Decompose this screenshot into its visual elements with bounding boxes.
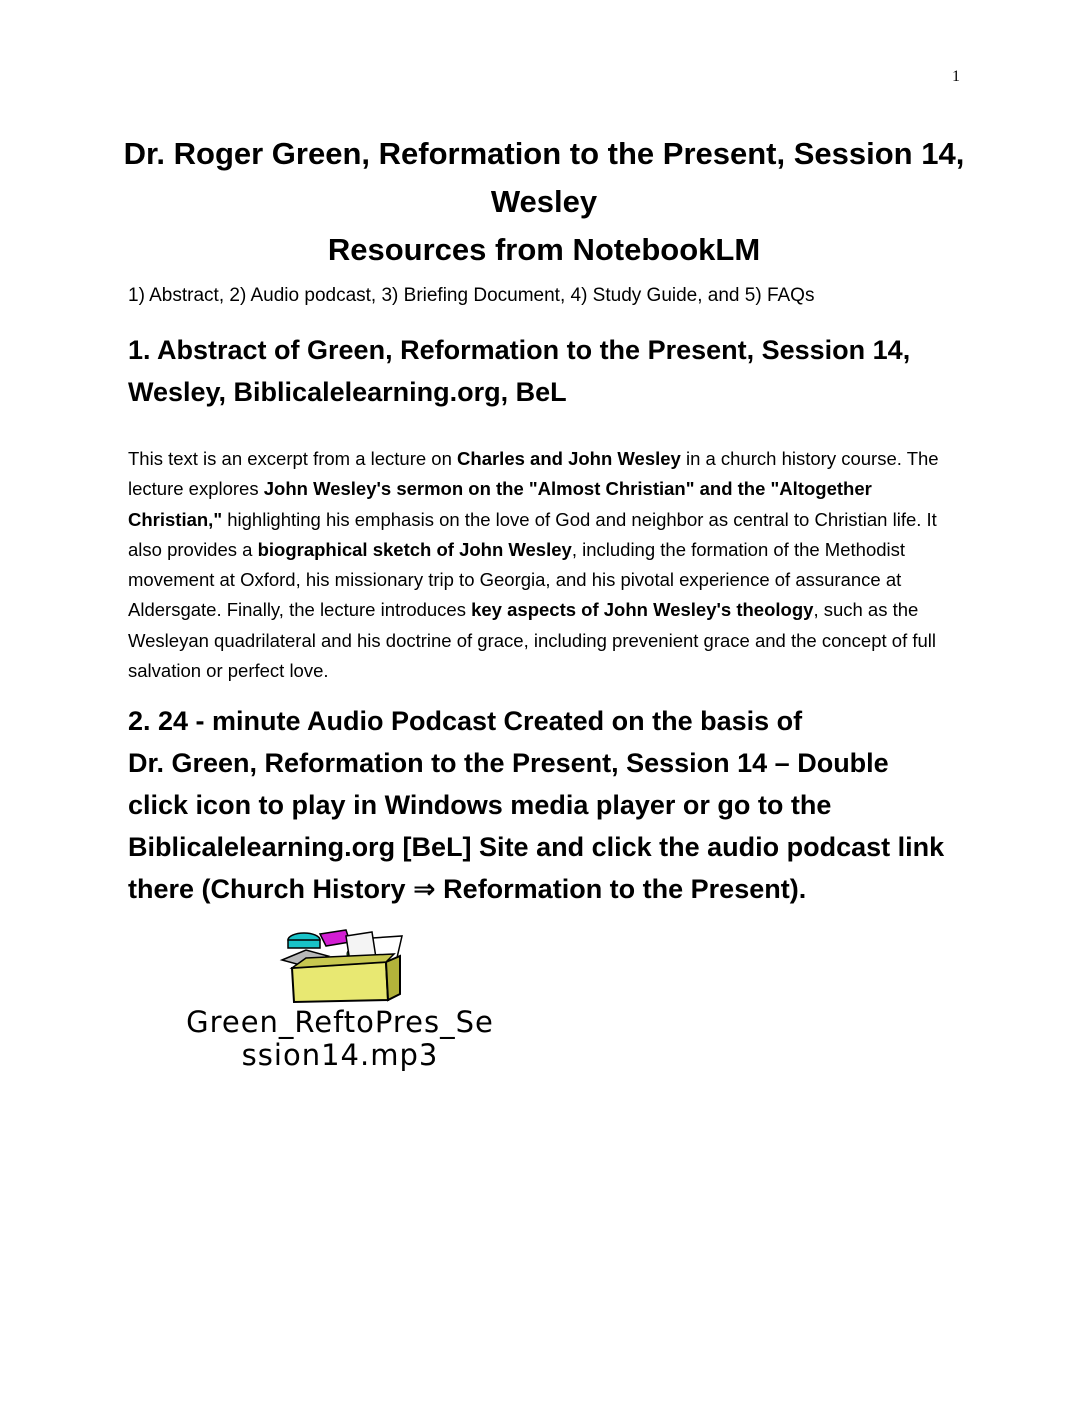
- section-1-heading-line-2: Wesley, Biblicalelearning.org, BeL: [128, 377, 567, 407]
- contents-line: 1) Abstract, 2) Audio podcast, 3) Briefing Document, 4) Study Guide, and 5) FAQs: [128, 285, 815, 306]
- attachment-caption-line-1: Green_ReftoPres_Se: [186, 1005, 494, 1039]
- abstract-bold: key aspects of John Wesley's theology: [471, 599, 814, 621]
- title-line-2: Wesley: [490, 184, 598, 219]
- attachment-caption[interactable]: [124, 1006, 556, 1072]
- section-2-line-5-start: there (Church History: [128, 874, 414, 904]
- section-2-line-5-end: Reformation to the Present).: [435, 874, 807, 904]
- attachment-caption-line-2: ssion14.mp3: [241, 1038, 439, 1072]
- right-arrow-icon: ⇒: [413, 874, 436, 904]
- section-2-heading: [128, 700, 978, 910]
- abstract-text: , including the formation of the Methodist movement at Oxford, his missionary trip to Georgia, and his pivotal experience of assurance at Aldersgate. Finally, the lecture introduces: [128, 538, 906, 621]
- abstract-paragraph: [128, 444, 968, 686]
- abstract-text: highlighting his emphasis on the love of God and neighbor as central to Christian life. It also provides a: [128, 508, 937, 560]
- title-line-1: Dr. Roger Green, Reformation to the Present, Session 14,: [123, 136, 965, 171]
- document-title: [110, 130, 978, 274]
- abstract-bold: Charles and John Wesley: [457, 448, 681, 469]
- package-icon[interactable]: [276, 928, 406, 1004]
- title-line-3: Resources from NotebookLM: [327, 232, 761, 267]
- section-1-heading-line-1: 1. Abstract of Green, Reformation to the Present, Session 14,: [128, 335, 911, 365]
- abstract-bold: biographical sketch of John Wesley: [257, 538, 572, 560]
- abstract-text: This text is an excerpt from a lecture on: [128, 448, 458, 469]
- section-2-line-3: click icon to play in Windows media player or go to the: [128, 790, 832, 820]
- page-number: 1: [952, 68, 960, 85]
- section-2-line-5: [128, 868, 978, 910]
- abstract-bold: John Wesley's sermon on the "Almost Christian" and the "Altogether Christian,": [128, 478, 872, 530]
- section-2-line-1: 2. 24 - minute Audio Podcast Created on the basis of: [128, 706, 803, 736]
- section-2-line-4: Biblicalelearning.org [BeL] Site and click the audio podcast link: [128, 832, 945, 862]
- abstract-text: , such as the Wesleyan quadrilateral and his doctrine of grace, including prevenient grace and the concept of full salvation or perfect love.: [128, 599, 936, 682]
- section-1-heading: [128, 329, 978, 413]
- abstract-text: in a church history course. The lecture explores: [128, 448, 939, 500]
- section-2-line-2: Dr. Green, Reformation to the Present, Session 14 – Double: [128, 748, 889, 778]
